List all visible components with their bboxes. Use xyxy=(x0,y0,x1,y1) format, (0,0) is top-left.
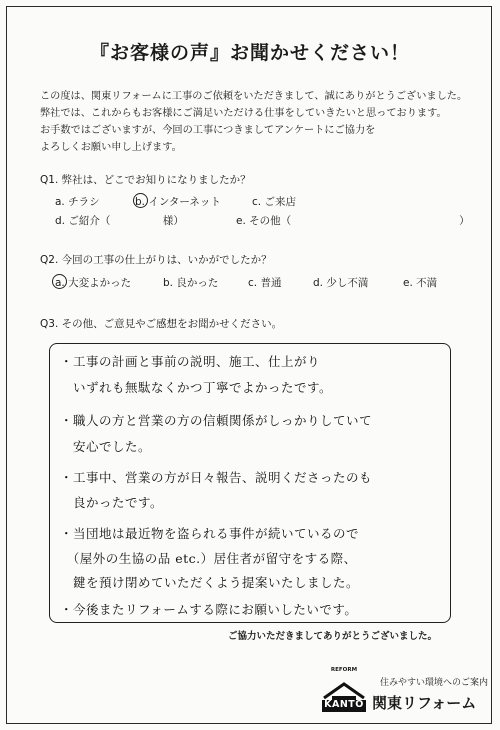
thanks-text: ご協力いただきましてありがとうございました。 xyxy=(228,631,438,642)
intro-line: 弊社では、これからもお客様にご満足いただける仕事をしていきたいと思っております。 xyxy=(40,108,447,119)
q2-option-b[interactable]: b. 良かった xyxy=(163,277,219,289)
handwritten-line: 良かったです。 xyxy=(60,495,164,510)
q1-option-b[interactable]: b. インターネット xyxy=(135,196,221,208)
q2-option-c[interactable]: c. 普通 xyxy=(248,277,282,289)
q3-question: Q3. その他、ご意見やご感想をお聞かせください。 xyxy=(40,318,283,330)
handwritten-line: 安心でした。 xyxy=(60,439,152,454)
q2-option-d[interactable]: d. 少し不満 xyxy=(313,277,369,289)
intro-line: お手数ではございますが、今回の工事につきましてアンケートにご協力を xyxy=(40,125,376,136)
handwritten-line: ・職人の方と営業の方の信頼関係がしっかりしていて xyxy=(60,413,373,428)
q2-option-e[interactable]: e. 不満 xyxy=(403,277,438,289)
page-title: 『お客様の声』お聞かせください！ xyxy=(89,42,410,64)
handwritten-line: ・今後またリフォームする際にお願いしたいです。 xyxy=(60,602,358,617)
company-tagline: 住みやすい環境へのご案内 xyxy=(380,678,489,688)
logo-text: KANTO xyxy=(324,699,364,710)
company-name: 関東リフォーム xyxy=(372,694,477,712)
handwritten-line: ・工事の計画と事前の説明、施工、仕上がり xyxy=(60,354,321,369)
intro-paragraph xyxy=(40,88,470,156)
intro-line: よろしくお願い申し上げます。 xyxy=(40,142,182,153)
q1-option-e[interactable]: e. その他（ ） xyxy=(236,215,470,227)
handwritten-line: いずれも無駄なくかつ丁寧でよかったです。 xyxy=(60,380,333,395)
q2-option-a[interactable]: a. 大変よかった xyxy=(55,277,132,289)
handwritten-line: ・当団地は最近物を盗られる事件が続いているので xyxy=(60,526,360,541)
q1-option-c[interactable]: c. ご来店 xyxy=(252,196,296,208)
intro-line: この度は、関東リフォームに工事のご依頼をいただきまして、誠にありがとうございました。 xyxy=(40,91,468,102)
q1-question: Q1. 弊社は、どこでお知りになりましたか？ xyxy=(40,174,251,186)
handwritten-line: 鍵を預け閉めていただくよう提案いたしました。 xyxy=(60,575,360,590)
q2-question: Q2. 今回の工事の仕上がりは、いかがでしたか？ xyxy=(40,254,272,266)
q1-option-d[interactable]: d. ご紹介（ 様） xyxy=(55,215,184,227)
q1-option-a[interactable]: a. チラシ xyxy=(55,196,100,208)
handwritten-line: ・工事中、営業の方が日々報告、説明くださったのも xyxy=(60,470,373,485)
logo-subtext: REFORM xyxy=(330,667,358,673)
handwritten-line: （屋外の生協の品 etc.）居住者が留守をする際、 xyxy=(60,551,357,566)
